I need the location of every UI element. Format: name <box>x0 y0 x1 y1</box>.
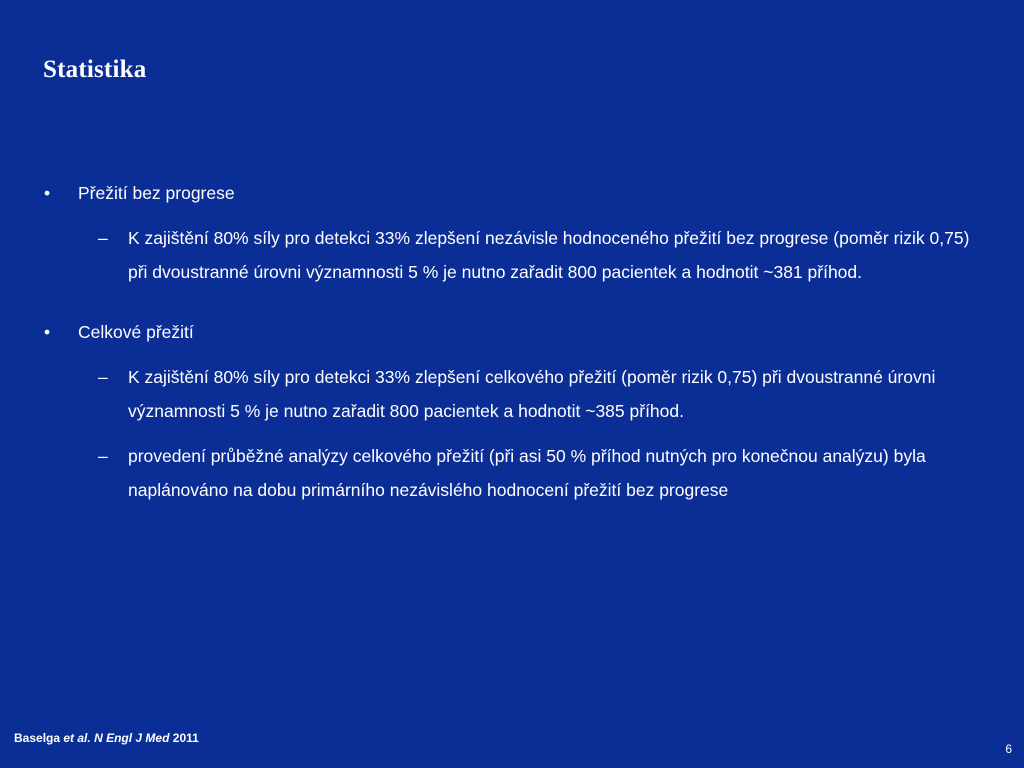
sub-item <box>98 221 992 289</box>
section-overall-survival <box>42 315 992 507</box>
bullet-item <box>42 176 992 210</box>
bullet-heading: Celkové přežití <box>78 322 194 342</box>
sub-marker: – <box>98 446 108 466</box>
bullet-marker: • <box>44 183 51 203</box>
sub-item <box>98 360 992 428</box>
citation-year: 2011 <box>172 731 199 745</box>
section-progression-free-survival <box>42 176 992 289</box>
bullet-marker: • <box>44 322 51 342</box>
sub-list <box>98 360 992 507</box>
citation-author: Baselga <box>14 731 61 745</box>
sub-item-text: K zajištění 80% síly pro detekci 33% zlepšení nezávisle hodnoceného přežití bez progrese (poměr rizik 0,75) při dvoustranné úrovni významnosti 5 % je nutno zařadit 800 pacientek a hodnotit ~381 příhod. <box>128 228 970 282</box>
slide-title: Statistika <box>43 56 147 83</box>
citation <box>14 731 199 745</box>
bullet-item <box>42 315 992 349</box>
bullet-heading: Přežití bez progrese <box>78 183 235 203</box>
sub-item-text: provedení průběžné analýzy celkového přežití (při asi 50 % příhod nutných pro konečnou analýzu) byla naplánováno na dobu primárního nezávislého hodnocení přežití bez progrese <box>128 446 926 500</box>
sub-marker: – <box>98 367 108 387</box>
sub-list <box>98 221 992 289</box>
page-number: 6 <box>1005 742 1012 756</box>
citation-etal: et al. <box>63 731 91 745</box>
sub-item-text: K zajištění 80% síly pro detekci 33% zlepšení celkového přežití (poměr rizik 0,75) při dvoustranné úrovni významnosti 5 % je nutno zařadit 800 pacientek a hodnotit ~385 příhod. <box>128 367 936 421</box>
slide-content <box>42 176 992 533</box>
sub-marker: – <box>98 228 108 248</box>
sub-item <box>98 439 992 507</box>
citation-journal: N Engl J Med <box>94 731 170 745</box>
